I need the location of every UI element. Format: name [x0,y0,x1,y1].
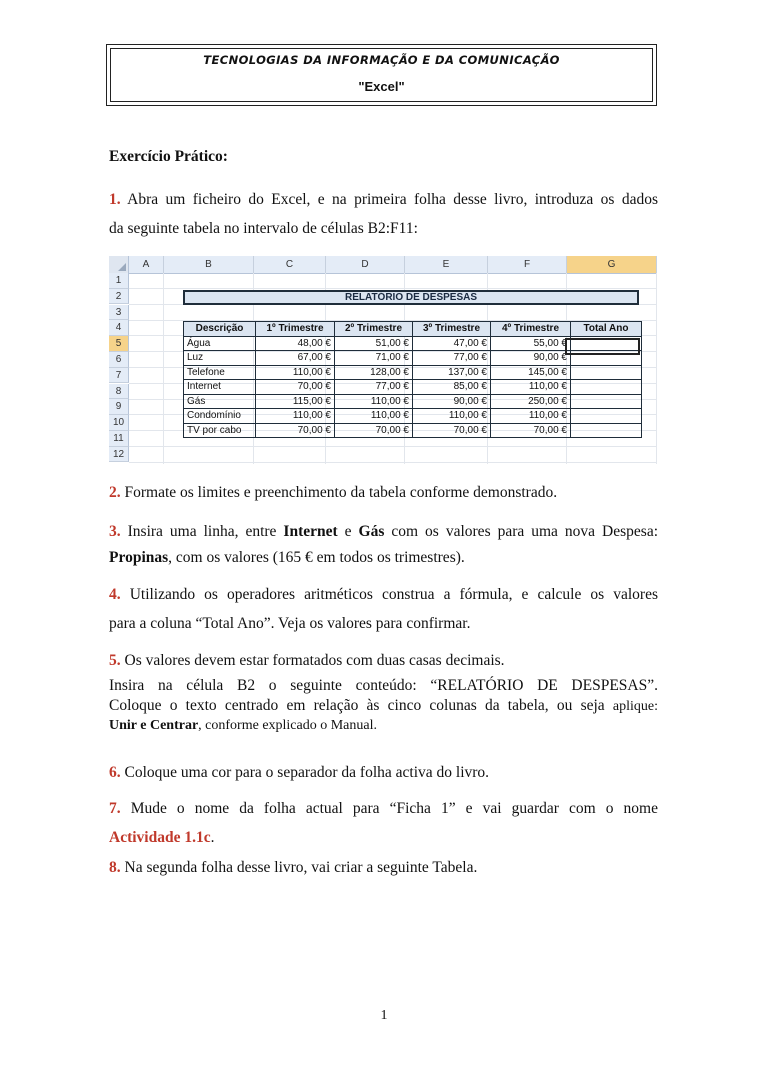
report-banner: RELATÓRIO DE DESPESAS [183,290,639,305]
question-5-text: Os valores devem estar formatados com duas casas decimais. [124,652,505,669]
row-header-4[interactable]: 4 [109,320,129,336]
question-7-end: . [210,829,215,846]
column-header-a[interactable]: A [129,256,164,273]
row-header-2[interactable]: 2 [109,289,129,305]
expense-value-cell[interactable] [571,394,642,409]
row-header-8[interactable]: 8 [109,384,129,400]
row-header-6[interactable]: 6 [109,352,129,368]
question-2 [109,481,658,505]
question-1-text-1: Abra um ficheiro do Excel, e na primeira folha desse livro, introduza os dados [127,191,658,208]
question-3-bold-internet: Internet [283,523,338,540]
question-2-text: Formate os limites e preenchimento da tabela conforme demonstrado. [124,484,558,501]
expense-value-cell[interactable]: 70,00 € [256,423,335,438]
column-header-e[interactable]: E [405,256,488,273]
table-header-cell[interactable]: 3º Trimestre [413,322,491,337]
question-6-text: Coloque uma cor para o separador da folha activa do livro. [124,764,490,781]
expense-description-cell[interactable]: Luz [184,351,256,366]
header-subtitle: "Excel" [358,79,405,94]
table-row [184,394,642,409]
question-7-line-1 [109,797,658,821]
question-6 [109,761,658,785]
expense-value-cell[interactable]: 70,00 € [256,380,335,395]
expense-value-cell[interactable]: 90,00 € [491,351,571,366]
column-header-d[interactable]: D [326,256,405,273]
expense-value-cell[interactable]: 67,00 € [256,351,335,366]
expense-value-cell[interactable]: 110,00 € [413,409,491,424]
question-5-text-2b: aplique: [612,699,658,714]
expense-value-cell[interactable]: 47,00 € [413,336,491,351]
header-title: TECNOLOGIAS DA INFORMAÇÃO E DA COMUNICAÇÃO [203,53,560,67]
table-header-cell[interactable]: Descrição [184,322,256,337]
question-3-line-2 [109,546,658,570]
question-5-text-3: , conforme explicado o Manual. [198,718,377,733]
expense-value-cell[interactable]: 110,00 € [256,365,335,380]
question-8-number: 8. [109,859,121,876]
question-8-text: Na segunda folha desse livro, vai criar a seguinte Tabela. [124,859,478,876]
select-all-triangle-icon [118,263,126,271]
expense-description-cell[interactable]: TV por cabo [184,423,256,438]
row-header-9[interactable]: 9 [109,399,129,415]
section-title: Exercício Prático: [109,148,228,165]
column-header-f[interactable]: F [488,256,567,273]
question-3-text-3: com os valores para uma nova Despesa: [384,523,659,540]
expense-value-cell[interactable]: 115,00 € [256,394,335,409]
question-5-number: 5. [109,652,121,669]
row-header-11[interactable]: 11 [109,431,129,447]
expense-value-cell[interactable]: 77,00 € [335,380,413,395]
expense-value-cell[interactable]: 71,00 € [335,351,413,366]
expense-value-cell[interactable]: 110,00 € [256,409,335,424]
column-header-g[interactable]: G [567,256,657,273]
expense-value-cell[interactable]: 85,00 € [413,380,491,395]
expense-description-cell[interactable]: Água [184,336,256,351]
question-3-text-4: , com os valores (165 € em todos os trimestres). [168,549,465,566]
expense-value-cell[interactable]: 48,00 € [256,336,335,351]
question-8 [109,856,658,880]
expense-value-cell[interactable]: 70,00 € [413,423,491,438]
header-box [106,44,657,106]
expense-description-cell[interactable]: Gás [184,394,256,409]
question-3-text-2: e [337,523,359,540]
question-7-number: 7. [109,800,121,817]
expense-value-cell[interactable]: 110,00 € [335,409,413,424]
expense-value-cell[interactable]: 110,00 € [491,409,571,424]
question-2-number: 2. [109,484,121,501]
expense-description-cell[interactable]: Internet [184,380,256,395]
gridline-vertical [163,273,164,464]
table-row [184,409,642,424]
question-4-text-1: Utilizando os operadores aritméticos construa a fórmula, e calcule os valores [129,586,658,603]
expense-value-cell[interactable]: 250,00 € [491,394,571,409]
row-header-3[interactable]: 3 [109,305,129,321]
question-3-text-1: Insira uma linha, entre [127,523,284,540]
row-header-1[interactable]: 1 [109,273,129,289]
expense-value-cell[interactable]: 55,00 € [491,336,571,351]
table-row [184,380,642,395]
gridline-horizontal [129,288,657,289]
expense-value-cell[interactable] [571,409,642,424]
row-header-12[interactable]: 12 [109,447,129,463]
expense-value-cell[interactable]: 137,00 € [413,365,491,380]
question-5-bold-unir-centrar: Unir e Centrar [109,718,199,733]
question-3-line-1 [109,520,658,544]
question-4-line-1 [109,583,658,607]
expense-value-cell[interactable] [571,423,642,438]
expense-value-cell[interactable] [571,380,642,395]
question-6-number: 6. [109,764,121,781]
expense-description-cell[interactable]: Condomínio [184,409,256,424]
question-4-line-2: para a coluna “Total Ano”. Veja os valores para confirmar. [109,615,471,632]
question-4-number: 4. [109,586,121,603]
expense-value-cell[interactable]: 90,00 € [413,394,491,409]
expense-value-cell[interactable]: 145,00 € [491,365,571,380]
row-header-5[interactable]: 5 [109,336,129,352]
table-row [184,365,642,380]
column-header-c[interactable]: C [254,256,326,273]
table-header-cell[interactable]: 1º Trimestre [256,322,335,337]
table-header-cell[interactable]: 2º Trimestre [335,322,413,337]
active-cell-g5 [565,338,640,355]
question-7-filename: Actividade 1.1c [109,829,211,846]
question-5 [109,649,658,673]
row-header-10[interactable]: 10 [109,415,129,431]
expense-value-cell[interactable]: 51,00 € [335,336,413,351]
question-3-number: 3. [109,523,121,540]
table-row [184,423,642,438]
table-header-row [184,322,642,337]
question-1-number: 1. [109,191,121,208]
expense-value-cell[interactable]: 128,00 € [335,365,413,380]
row-header-7[interactable]: 7 [109,368,129,384]
expense-value-cell[interactable]: 110,00 € [491,380,571,395]
table-header-cell[interactable]: 4º Trimestre [491,322,571,337]
question-1-line-1 [109,188,658,212]
expense-value-cell[interactable]: 70,00 € [335,423,413,438]
expense-value-cell[interactable]: 70,00 € [491,423,571,438]
expense-description-cell[interactable]: Telefone [184,365,256,380]
table-header-cell[interactable]: Total Ano [571,322,642,337]
question-5-line-3 [109,716,658,736]
select-all-corner [109,256,129,273]
question-7-text-1: Mude o nome da folha actual para “Ficha 1” e vai guardar com o nome [130,800,658,817]
spreadsheet-screenshot [109,256,657,464]
gridline-vertical [656,273,657,464]
page-number: 1 [380,1008,388,1023]
question-3-bold-propinas: Propinas [109,549,169,566]
question-1-line-2: da seguinte tabela no intervalo de células B2:F11: [109,220,418,237]
question-5-line-2 [109,696,658,717]
expense-value-cell[interactable]: 77,00 € [413,351,491,366]
column-header-b[interactable]: B [164,256,254,273]
gridline-horizontal [129,462,657,463]
gridline-horizontal [129,446,657,447]
question-7-line-2 [109,826,658,850]
question-3-bold-gas: Gás [358,523,385,540]
expense-value-cell[interactable]: 110,00 € [335,394,413,409]
question-5-line-1: Insira na célula B2 o seguinte conteúdo: “RELATÓRIO DE DESPESAS”. [109,677,658,694]
question-5-text-2a: Coloque o texto centrado em relação às cinco colunas da tabela, ou seja [109,697,613,714]
expense-value-cell[interactable] [571,365,642,380]
